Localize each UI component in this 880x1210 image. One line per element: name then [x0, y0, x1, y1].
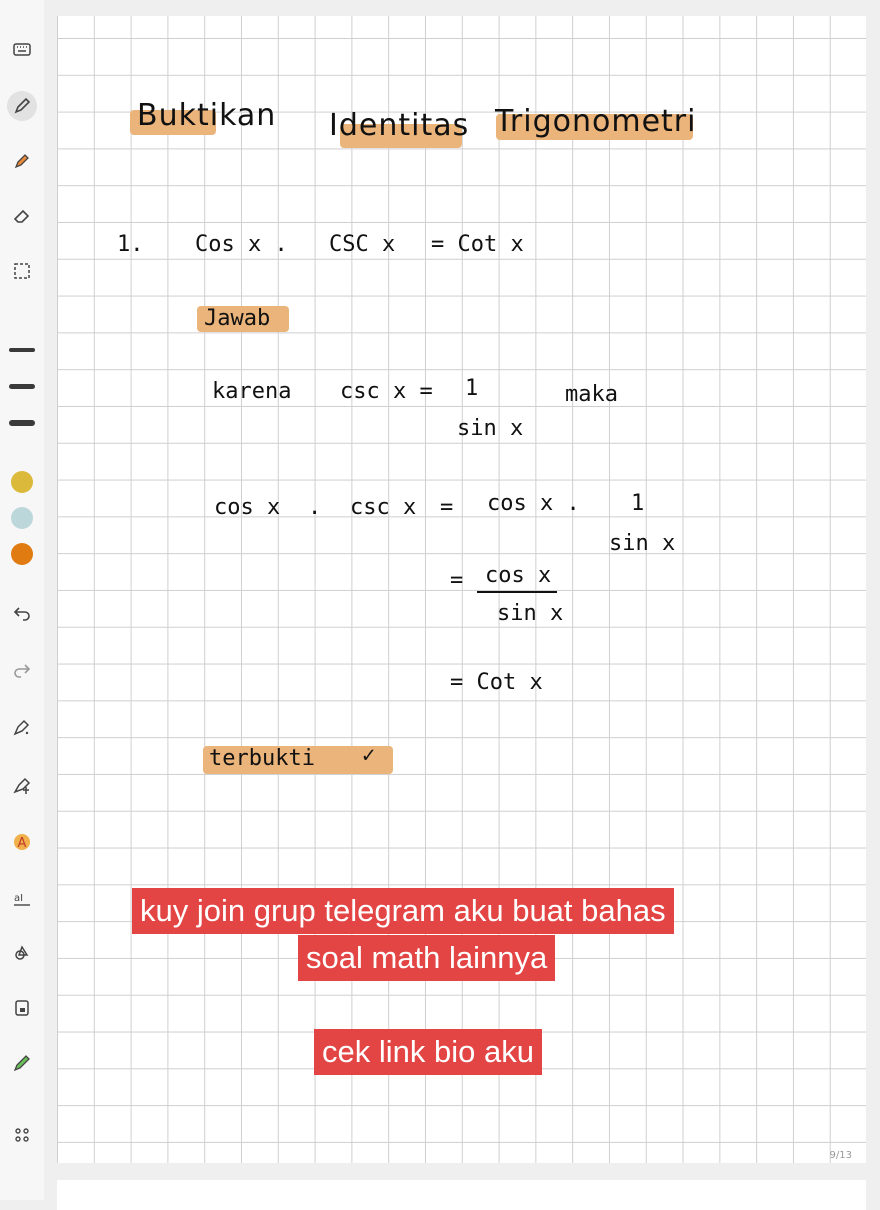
element-icon[interactable] [7, 938, 37, 968]
step2-denominator: sin x [497, 601, 564, 626]
because-denominator: sin x [457, 416, 524, 441]
page-number: 9/13 [829, 1150, 852, 1161]
problem-lhs-a: Cos x . [195, 232, 288, 257]
step3: = Cot x [450, 670, 543, 695]
because-numerator: 1 [465, 376, 479, 401]
step1-denominator: sin x [609, 531, 676, 556]
title-word: Trigonometri [495, 104, 697, 139]
keyboard-icon[interactable] [7, 34, 37, 64]
next-page-edge [57, 1180, 866, 1210]
left-toolbar [0, 0, 44, 1200]
more-grid-icon[interactable] [7, 1120, 37, 1150]
step1-dot: . [308, 495, 322, 520]
problem-number: 1. [117, 232, 144, 257]
step1-numerator: 1 [631, 491, 645, 516]
eraser-icon[interactable] [7, 201, 37, 231]
lasso-select-icon[interactable] [7, 256, 37, 286]
shape-icon[interactable] [7, 713, 37, 743]
caption-line: soal math lainnya [298, 935, 555, 981]
answer-label: Jawab [204, 306, 271, 331]
problem-lhs-b: CSC x [329, 232, 396, 257]
step1-lhs: cos x [214, 495, 281, 520]
check-mark: ✓ [362, 743, 376, 768]
stroke-width-thin[interactable] [9, 348, 35, 352]
problem-rhs: = Cot x [431, 232, 524, 257]
caption-line: kuy join grup telegram aku buat bahas [132, 888, 674, 934]
svg-text:aI: aI [14, 893, 24, 904]
color-swatch-lightblue[interactable] [11, 507, 33, 529]
step2-numerator: cos x [485, 563, 552, 588]
step1-eq: = [440, 495, 454, 520]
step2-eq: = [450, 568, 464, 593]
highlighter-icon[interactable] [7, 146, 37, 176]
because-word: karena [212, 379, 292, 404]
sticker-icon[interactable] [7, 827, 37, 857]
pen-icon[interactable] [7, 91, 37, 121]
undo-icon[interactable] [7, 598, 37, 628]
because-expr: csc x = [340, 379, 433, 404]
fraction-bar [477, 591, 557, 593]
color-swatch-orange[interactable] [11, 543, 33, 565]
stroke-width-thick[interactable] [9, 420, 35, 426]
text-icon[interactable] [7, 771, 37, 801]
text-size-icon[interactable] [7, 883, 37, 913]
step1-csc: csc x [350, 495, 417, 520]
step1-rhs: cos x . [487, 491, 580, 516]
color-swatch-yellow[interactable] [11, 471, 33, 493]
lock-icon[interactable] [7, 993, 37, 1023]
svg-text:A: A [17, 836, 27, 851]
title-word: Identitas [329, 108, 470, 143]
caption-line: cek link bio aku [314, 1029, 542, 1075]
stroke-width-medium[interactable] [9, 384, 35, 389]
then-word: maka [565, 382, 618, 407]
note-page[interactable] [57, 16, 866, 1163]
pencil-icon[interactable] [7, 1048, 37, 1078]
redo-icon[interactable] [7, 655, 37, 685]
proved-label: terbukti [209, 746, 315, 771]
title-word: Buktikan [137, 98, 277, 133]
